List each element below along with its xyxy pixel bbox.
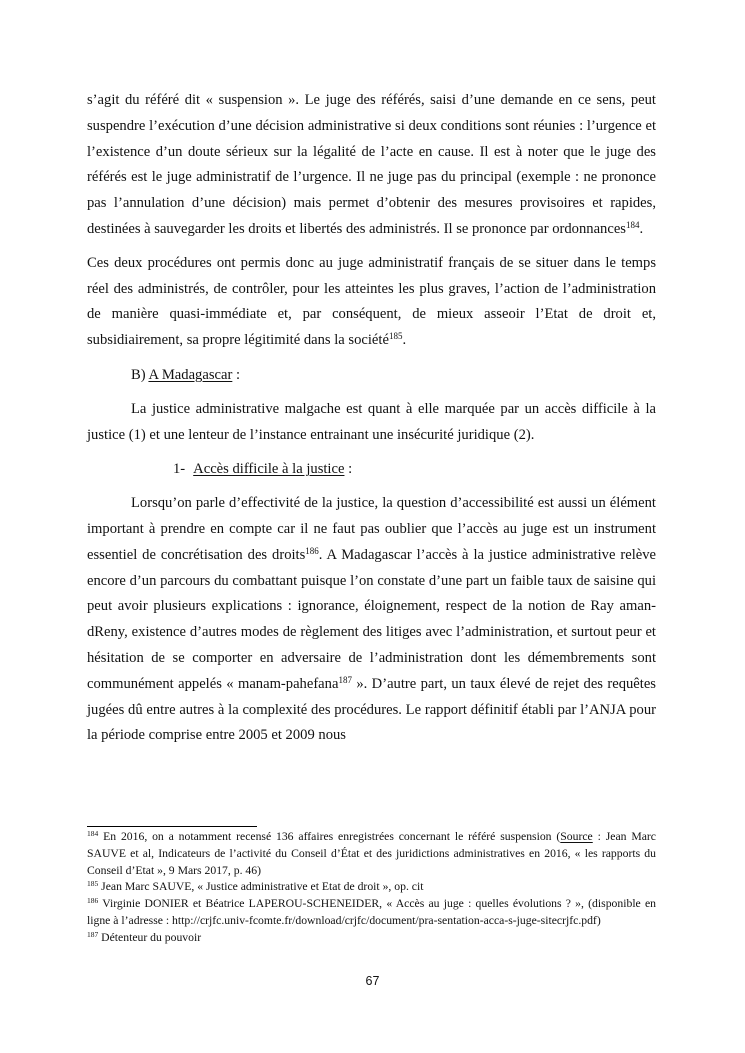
- paragraph-referes: s’agit du référé dit « suspension ». Le juge des référés, saisi d’une demande en ce sens, peut suspendre l’exécution d’une décision administrative si deux conditions sont réunies : l’urgence et l’existence d’un doute sérieux sur la légalité de l’acte en cause. Il est à noter que le juge des référés est le juge administratif de l’urgence. Il ne juge pas du principal (exemple : ne prononce pas l’annulation d’une décision) mais permet d’obtenir des mesures provisoires et rapides, destinées à sauvegarder les droits et libertés des administrés. Il se prononce par ordonnances$^{184}$.: [87, 92, 656, 237]
- paragraph-justice-malgache: La justice administrative malgache est quant à elle marquée par un accès difficile à la justice (1) et une lenteur de l’instance entrainant une insécurité juridique (2).: [87, 400, 656, 443]
- body-text: [87, 88, 656, 749]
- paragraph-procedures: Ces deux procédures ont permis donc au juge administratif français de se situer dans le temps réel des administrés, de contrôler, pour les atteintes les plus graves, l’action de l’administration de manière quasi-immédiate et, par conséquent, de mieux asseoir l’Etat de droit et, subsidiairement, sa propre légitimité dans la société$^{185}$.: [87, 254, 656, 349]
- subsection-heading-acces: 1- Accès difficile à la justice :: [173, 461, 353, 478]
- page-number: 67: [365, 974, 380, 988]
- footnote-ref-185: 185: [388, 331, 403, 342]
- footnote-186: $^{186}$ Virginie DONIER et Béatrice LAPEROU-SCHENEIDER, « Accès au juge : quelles évolutions ? », (disponible en ligne à l’adresse : http://crjfc.univ-fcomte.fr/download/crjfc/document/pra-sentation-acca-s-juge-sitecrjfc.pdf): [87, 896, 656, 927]
- footnote-ref-187: 187: [338, 674, 352, 685]
- footnotes: [87, 829, 656, 947]
- section-heading-madagascar: B) A Madagascar :: [131, 366, 241, 383]
- paragraph-accessibilite: Lorsqu’on parle d’effectivité de la justice, la question d’accessibilité est aussi un élément important à prendre en compte car il ne faut pas oublier que l’accès au juge est un instrument essentiel de concrétisation des droits$^{186}$. A Madagascar l’accès à la justice administrative relève encore d’un parcours du combattant puisque l’on constate d’une part un faible taux de saisine qui peut avoir plusieurs explications : ignorance, éloignement, respect de la notion de Ray aman-dReny, existence d’autres modes de règlement des litiges avec l’administration, et surtout peur et hésitation de se comporter en adversaire de l’administration dont les démembrements sont communément appelés « manam-pahefana$^{187}$ ». D’autre part, un taux élevé de rejet des requêtes jugées dû entre autres à la complexité des procédures. Le rapport définitif établi par l’ANJA pour la période comprise entre 2005 et 2009 nous: [87, 495, 656, 744]
- footnote-184: $^{184}$ En 2016, on a notamment recensé 136 affaires enregistrées concernant le référé suspension (Source : Jean Marc SAUVE et al, Indicateurs de l’activité du Conseil d’État et des juridictions administratives en 2016, « les rapports du Conseil d’Etat », 9 Mars 2017, p. 46): [87, 829, 656, 877]
- footnote-ref-184: 184: [625, 219, 640, 230]
- footnote-185: $^{185}$ Jean Marc SAUVE, « Justice administrative et Etat de droit », op. cit: [87, 879, 424, 894]
- footnote-187: $^{187}$ Détenteur du pouvoir: [87, 929, 202, 944]
- footnote-ref-186: 186: [305, 545, 319, 556]
- footnote-separator: [87, 826, 257, 827]
